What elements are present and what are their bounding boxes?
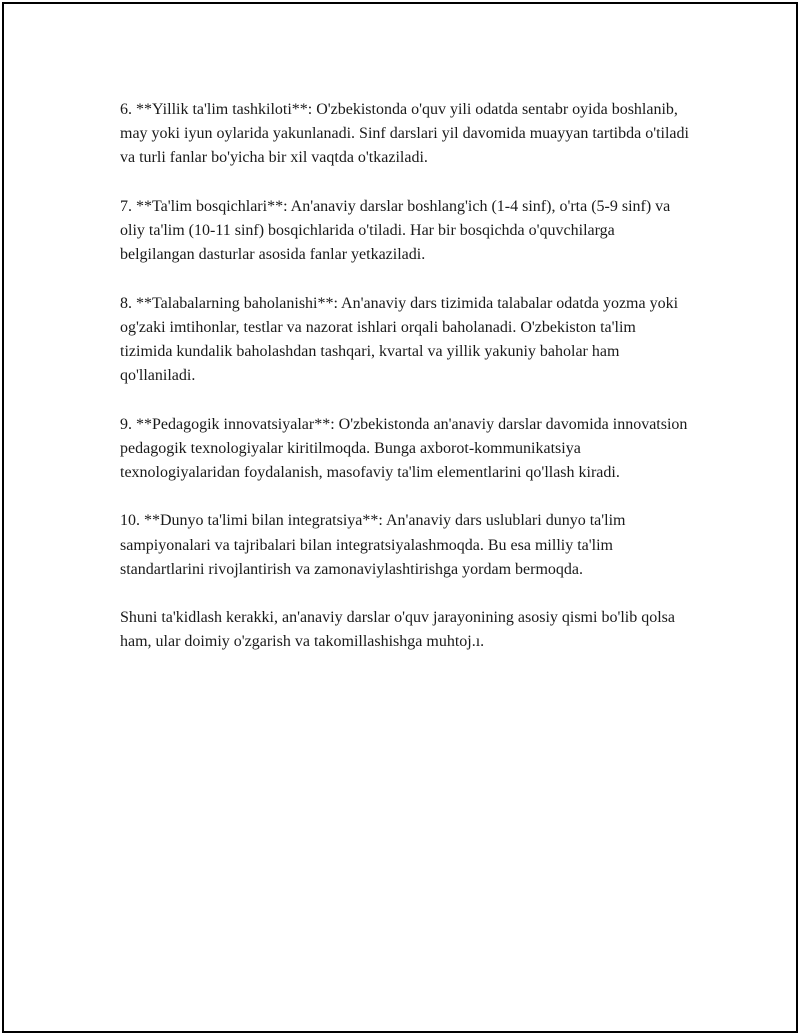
paragraph-item-9: 9. **Pedagogik innovatsiyalar**: O'zbekistonda an'anaviy darslar davomida innovatsion pedagogik texnologiyalar kiritilmoqda. Bunga axborot-kommunikatsiya texnologiyalaridan foydalanish, masofaviy ta'lim elementlarini qo'llash kiradi. xyxy=(120,415,688,481)
paragraph-conclusion: Shuni ta'kidlash kerakki, an'anaviy darslar o'quv jarayonining asosiy qismi bo'lib qolsa ham, ular doimiy o'zgarish va takomillashishga muhtoj.ı. xyxy=(120,609,675,651)
paragraph-item-8: 8. **Talabalarning baholanishi**: An'anaviy dars tizimida talabalar odatda yozma yoki og'zaki imtihonlar, testlar va nazorat ishlari orqali baholanadi. O'zbekiston ta'lim tizimida kundalik baholashdan tashqari, kvartal va yillik yakuniy baholar ham qo'llaniladi. xyxy=(120,294,679,385)
document-body xyxy=(120,98,692,679)
paragraph-item-7: 7. **Ta'lim bosqichlari**: An'anaviy darslar boshlang'ich (1-4 sinf), o'rta (5-9 sinf) va oliy ta'lim (10-11 sinf) bosqichlarida o'tiladi. Har bir bosqichda o'quvchilarga belgilangan dasturlar asosida fanlar yetkaziladi. xyxy=(120,197,671,264)
document-page xyxy=(2,2,798,1033)
paragraph-item-10: 10. **Dunyo ta'limi bilan integratsiya**: An'anaviy dars uslublari dunyo ta'lim sampiyonalari va tajribalari bilan integratsiyalashmoqda. Bu esa milliy ta'lim standartlarini rivojlantirish va zamonaviylashtirishga yordam bermoqda. xyxy=(120,512,626,578)
paragraph-item-6: 6. **Yillik ta'lim tashkiloti**: O'zbekistonda o'quv yili odatda sentabr oyida boshlanib, may yoki iyun oylarida yakunlanadi. Sinf darslari yil davomida muayyan tartibda o'tiladi va turli fanlar bo'yicha bir xil vaqtda o'tkaziladi. xyxy=(120,101,689,167)
